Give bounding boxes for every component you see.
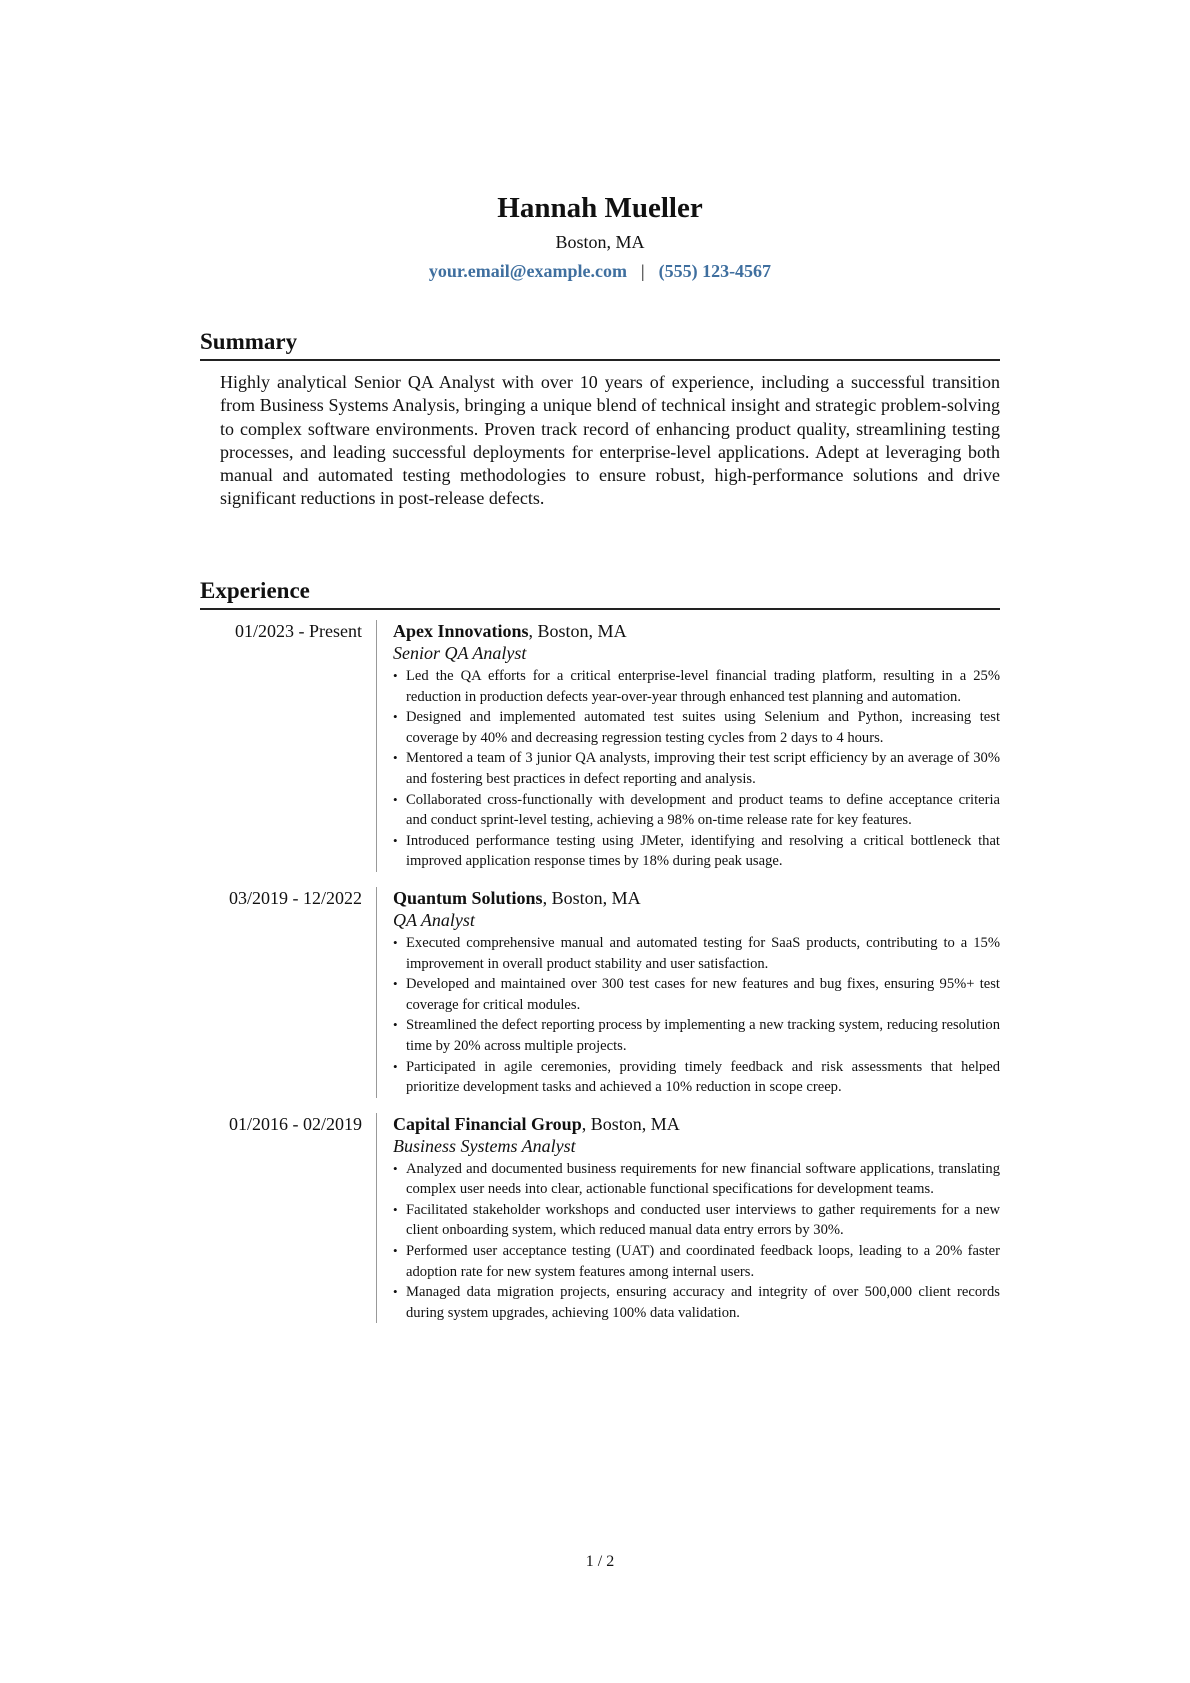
job-bullet: • Participated in agile ceremonies, providing timely feedback and risk assessments that helped prioritize development tasks and achieved a 10% reduction in scope creep.	[393, 1057, 1000, 1098]
job-bullet: • Executed comprehensive manual and automated testing for SaaS products, contributing to a 15% improvement in overall product stability and user satisfaction.	[393, 933, 1000, 974]
page-number: 1 / 2	[585, 1553, 615, 1570]
job-dates: 03/2019 - 12/2022	[229, 887, 362, 908]
summary-section	[200, 328, 1000, 511]
contact-line	[200, 258, 1000, 284]
job-location: , Boston, MA	[542, 887, 641, 908]
candidate-name: Hannah Mueller	[497, 192, 703, 224]
job-heading	[393, 620, 1000, 642]
job-bullet: • Collaborated cross-functionally with development and product teams to define acceptance criteria and conduct sprint-level testing, achieving a 98% on-time release rate for key features.	[393, 790, 1000, 831]
job-dates: 01/2023 - Present	[235, 621, 362, 641]
job-heading	[393, 887, 1000, 909]
resume-header	[200, 190, 1000, 284]
job-role: Business Systems Analyst	[393, 1135, 576, 1156]
job-location: , Boston, MA	[528, 621, 627, 641]
job-company: Quantum Solutions	[393, 887, 543, 908]
summary-text: Highly analytical Senior QA Analyst with over 10 years of experience, including a successful transition from Business Systems Analysis, bringing a unique blend of technical insight and strategic problem-solving to complex software environments. Proven track record of enhancing product quality, streamlining testing processes, and leading successful deployments for enterprise-level applications. Adept at leveraging both manual and automated testing methodologies to ensure robust, high-performance solutions and drive significant reductions in post-release defects.	[220, 372, 1000, 509]
resume-page	[200, 0, 1000, 1683]
job-role: QA Analyst	[393, 909, 475, 930]
job-bullets	[393, 933, 1000, 1098]
email-link[interactable]: your.email@example.com	[428, 261, 627, 281]
job-bullet: • Led the QA efforts for a critical enterprise-level financial trading platform, resulting in a 25% reduction in production defects year-over-year through enhanced test planning and automation.	[393, 666, 1000, 707]
job-bullet: • Managed data migration projects, ensuring accuracy and integrity of over 500,000 client records during system upgrades, achieving 100% data validation.	[393, 1282, 1000, 1323]
job-bullet: • Analyzed and documented business requirements for new financial software applications, translating complex user needs into clear, actionable functional specifications for development teams.	[393, 1159, 1000, 1200]
job-bullet: • Introduced performance testing using JMeter, identifying and resolving a critical bottleneck that improved application response times by 18% during peak usage.	[393, 831, 1000, 872]
job-bullet: • Performed user acceptance testing (UAT) and coordinated feedback loops, leading to a 20% faster adoption rate for new system features among internal users.	[393, 1241, 1000, 1282]
phone-link[interactable]: (555) 123-4567	[658, 261, 772, 281]
job-bullet: • Mentored a team of 3 junior QA analysts, improving their test script efficiency by an average of 30% and fostering best practices in defect reporting and analysis.	[393, 748, 1000, 789]
job-dates: 01/2016 - 02/2019	[229, 1113, 362, 1134]
job-company: Capital Financial Group	[393, 1113, 582, 1134]
job-details	[376, 1113, 1000, 1324]
job-heading	[393, 1113, 1000, 1135]
job-details	[376, 887, 1000, 1098]
experience-heading: Experience	[200, 577, 1000, 610]
job-role: Senior QA Analyst	[393, 643, 527, 663]
job-company: Apex Innovations	[393, 621, 529, 641]
job-bullets	[393, 1159, 1000, 1324]
job-bullets	[393, 666, 1000, 872]
job-location: , Boston, MA	[581, 1113, 680, 1134]
job-entry	[200, 620, 1000, 872]
job-entry	[200, 887, 1000, 1098]
job-list	[200, 620, 1000, 1323]
job-bullet: • Facilitated stakeholder workshops and conducted user interviews to gather requirements for a new client onboarding system, which reduced manual data entry errors by 30%.	[393, 1200, 1000, 1241]
job-bullet: • Streamlined the defect reporting process by implementing a new tracking system, reducing resolution time by 20% across multiple projects.	[393, 1015, 1000, 1056]
job-bullet: • Developed and maintained over 300 test cases for new features and bug fixes, ensuring 95%+ test coverage for critical modules.	[393, 974, 1000, 1015]
job-bullet: • Designed and implemented automated test suites using Selenium and Python, increasing test coverage by 40% and decreasing regression testing cycles from 2 days to 4 hours.	[393, 707, 1000, 748]
contact-separator: |	[640, 261, 645, 281]
experience-section	[200, 577, 1000, 1338]
summary-heading: Summary	[200, 328, 1000, 361]
job-entry	[200, 1113, 1000, 1324]
candidate-location: Boston, MA	[555, 232, 645, 252]
job-details	[376, 620, 1000, 872]
